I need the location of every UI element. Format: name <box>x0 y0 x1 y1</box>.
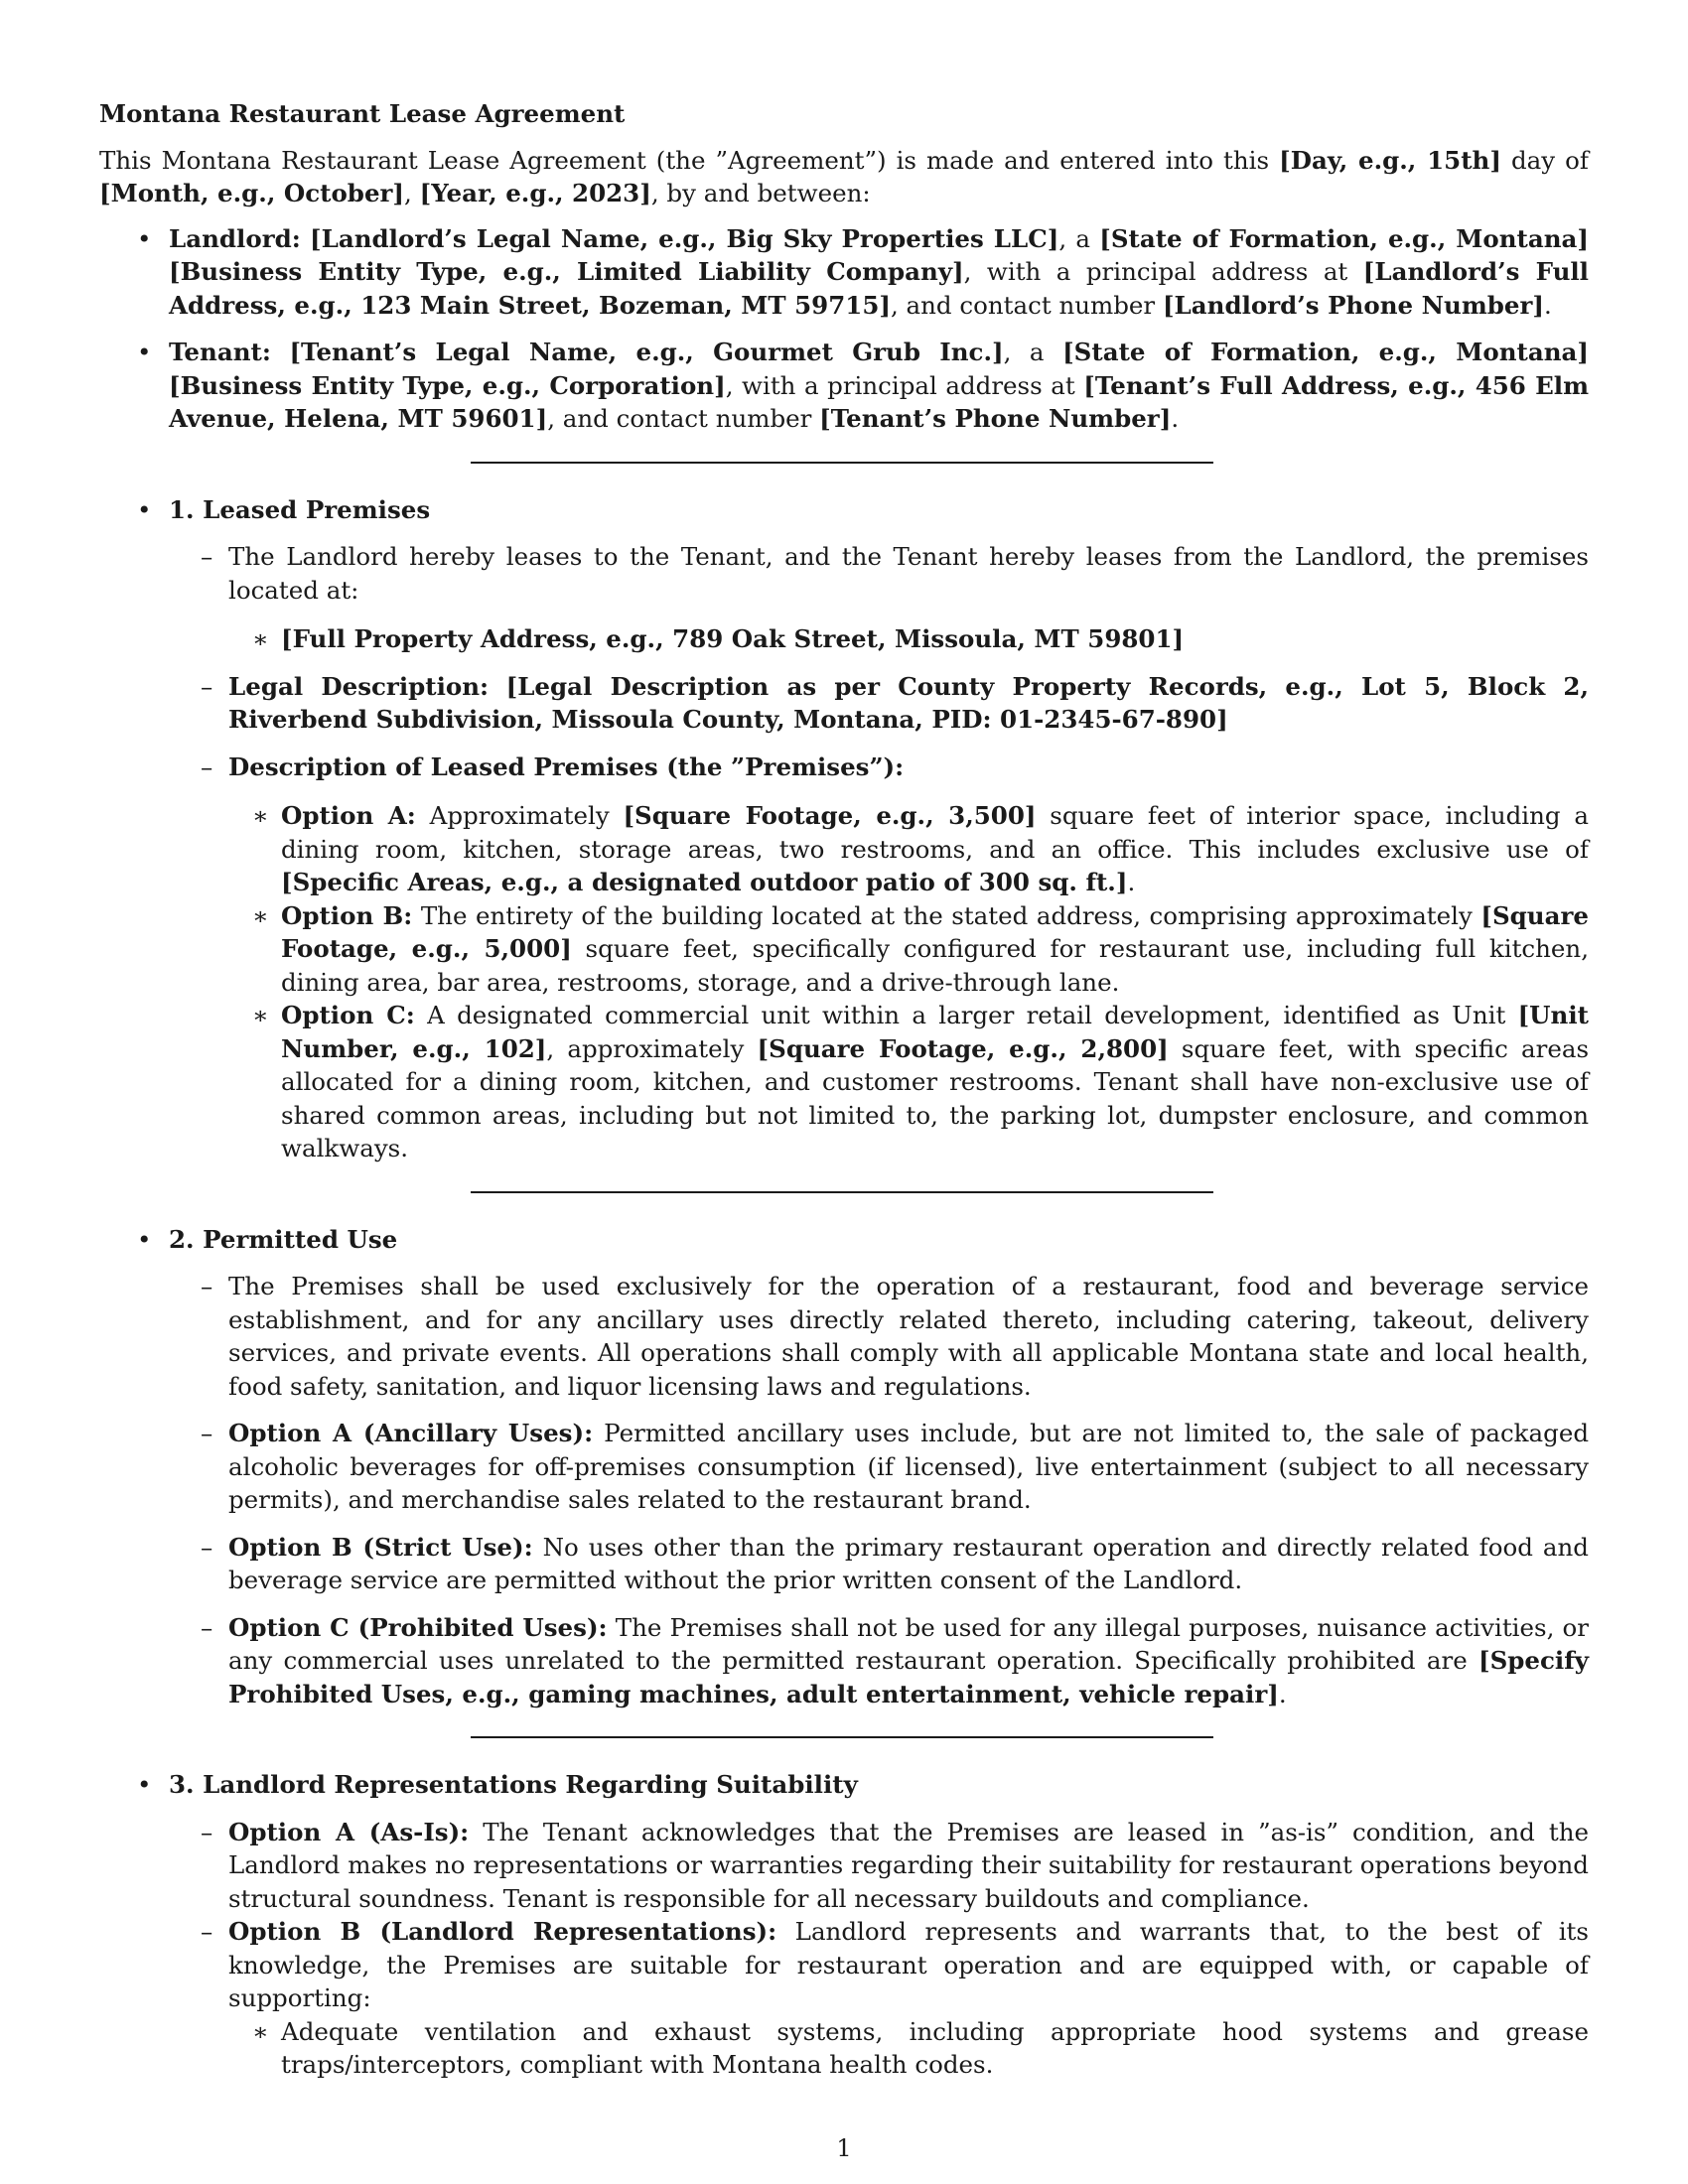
premises-option-a <box>228 799 1589 899</box>
party-text: , a <box>1003 338 1063 366</box>
section-divider <box>471 462 1213 464</box>
permitted-use-clause <box>169 1270 1589 1403</box>
section-3-title: 3. Landlord Representations Regarding Suitability <box>169 1770 858 1799</box>
intro-paragraph <box>99 144 1589 210</box>
party-text: , with a principal address at <box>963 257 1363 286</box>
option-text: square feet of interior space, including a dining room, kitchen, storage areas, two restrooms, and an office. This includes exclusive use of <box>281 801 1589 864</box>
prohibited-uses-placeholder: [Specify Prohibited Uses, e.g., gaming machines, adult entertainment, vehicle repair] <box>228 1646 1589 1708</box>
landlord-representations-option <box>169 1915 1589 2082</box>
option-label: Option A (Ancillary Uses): <box>228 1419 594 1447</box>
option-label: Option C: <box>281 1001 415 1029</box>
clause-text: The Premises shall be used exclusively for the operation of a restaurant, food and beverage service establishment, and for any ancillary uses directly related thereto, including catering, takeout, delivery services, and private events. All operations shall comply with all applicable Montana state and local health, food safety, sanitation, and liquor licensing laws and regulations. <box>228 1272 1589 1401</box>
option-text: . <box>1278 1679 1287 1708</box>
document-page <box>99 97 1589 2096</box>
square-footage-placeholder: [Square Footage, e.g., 2,800] <box>757 1033 1169 1063</box>
landlord-entity-placeholder: [Business Entity Type, e.g., Limited Liability Company] <box>169 257 964 286</box>
intro-text: , by and between: <box>650 179 871 207</box>
specific-areas-placeholder: [Specific Areas, e.g., a designated outdoor patio of 300 sq. ft.] <box>281 868 1128 896</box>
square-footage-placeholder: [Square Footage, e.g., 3,500] <box>623 801 1037 830</box>
premises-options <box>228 799 1589 1165</box>
option-label: Option B (Strict Use): <box>228 1532 533 1562</box>
tenant-name-placeholder: [Tenant’s Legal Name, e.g., Gourmet Grub Inc.] <box>289 338 1004 366</box>
representations-list <box>228 2015 1589 2082</box>
tenant-party <box>99 336 1589 436</box>
option-text: No uses other than the primary restaurant operation and directly related food and beverage service are permitted without the prior written consent of the Landlord. <box>228 1532 1589 1594</box>
section-1-item <box>99 493 1589 1165</box>
section-divider <box>471 1191 1213 1193</box>
tenant-state-placeholder: [State of Formation, e.g., Montana] <box>1062 338 1589 366</box>
section-1-clauses <box>169 540 1589 1165</box>
option-label: Option C (Prohibited Uses): <box>228 1612 608 1642</box>
document-title: Montana Restaurant Lease Agreement <box>99 99 626 128</box>
ancillary-uses-option <box>169 1417 1589 1517</box>
address-item <box>228 622 1589 656</box>
option-text: Approximately <box>415 801 624 830</box>
property-address-placeholder: [Full Property Address, e.g., 789 Oak Street, Missoula, MT 59801] <box>281 624 1185 653</box>
party-text: , and contact number <box>890 290 1163 320</box>
intro-text: , <box>404 179 420 207</box>
as-is-option <box>169 1816 1589 1916</box>
address-list <box>228 622 1589 656</box>
ventilation-item <box>228 2015 1589 2082</box>
party-text: , with a principal address at <box>725 370 1084 400</box>
intro-text: This Montana Restaurant Lease Agreement (the ”Agreement”) is made and entered into this <box>99 145 1280 175</box>
section-1-title: 1. Leased Premises <box>169 494 431 524</box>
parties-list <box>99 222 1589 436</box>
section-2-title: 2. Permitted Use <box>169 1224 398 1254</box>
section-2-item <box>99 1223 1589 1711</box>
premises-description-label: Description of Leased Premises (the ”Premises”): <box>228 751 905 781</box>
strict-use-option <box>169 1531 1589 1597</box>
section-1 <box>99 493 1589 1165</box>
option-text: A designated commercial unit within a larger retail development, identified as Unit <box>414 1001 1518 1029</box>
intro-text: day of <box>1500 145 1589 175</box>
option-text: The Tenant acknowledges that the Premises are leased in ”as-is” condition, and the Landlord makes no representations or warranties regarding their suitability for restaurant operations beyond structural soundness. Tenant is responsible for all necessary buildouts and compliance. <box>228 1817 1589 1913</box>
section-3-item <box>99 1768 1589 2082</box>
section-divider <box>471 1736 1213 1738</box>
lease-clause <box>169 540 1589 656</box>
tenant-phone-placeholder: [Tenant’s Phone Number] <box>819 404 1172 433</box>
option-label: Option A: <box>281 801 416 830</box>
lease-text: The Landlord hereby leases to the Tenant, and the Tenant hereby leases from the Landlord, the premises located at: <box>228 542 1589 605</box>
option-text: , approximately <box>546 1033 758 1063</box>
tenant-address-placeholder: [Tenant’s Full Address, e.g., 456 Elm Avenue, Helena, MT 59601] <box>169 370 1590 433</box>
prohibited-uses-option <box>169 1611 1589 1711</box>
option-text: square feet, with specific areas allocated for a dining room, kitchen, and customer restrooms. Tenant shall have non-exclusive use of shared common areas, including but not limited to, the parking lot, dumpster enclosure, and common walkways. <box>281 1033 1590 1162</box>
option-text: The entirety of the building located at the stated address, comprising approximately <box>412 900 1481 930</box>
legal-description-clause <box>169 670 1589 737</box>
option-text: . <box>1127 868 1136 896</box>
landlord-party <box>99 222 1589 323</box>
landlord-label: Landlord: <box>169 223 301 253</box>
tenant-label: Tenant: <box>169 338 271 366</box>
landlord-name-placeholder: [Landlord’s Legal Name, e.g., Big Sky Properties LLC] <box>310 223 1059 253</box>
page-number: 1 <box>836 2134 852 2162</box>
option-label: Option B: <box>281 900 413 930</box>
option-label: Option A (As-Is): <box>228 1817 470 1846</box>
day-placeholder: [Day, e.g., 15th] <box>1279 145 1501 175</box>
option-text: The Premises shall not be used for any illegal purposes, nuisance activities, or any commercial uses unrelated to the permitted restaurant operation. Specifically prohibited are <box>228 1612 1590 1675</box>
section-2-clauses <box>169 1270 1589 1710</box>
premises-option-b <box>228 899 1589 1000</box>
legal-description-label: Legal Description: <box>228 671 490 701</box>
option-label: Option B (Landlord Representations): <box>228 1917 777 1946</box>
party-text: , and contact number <box>547 404 820 433</box>
option-text: square feet, specifically configured for restaurant use, including full kitchen, dining area, bar area, restrooms, storage, and a drive-through lane. <box>281 934 1590 997</box>
party-text: . <box>1171 404 1180 433</box>
year-placeholder: [Year, e.g., 2023] <box>419 179 651 207</box>
landlord-phone-placeholder: [Landlord’s Phone Number] <box>1162 290 1544 320</box>
landlord-state-placeholder: [State of Formation, e.g., Montana] <box>1099 223 1589 253</box>
unit-number-placeholder: [Unit Number, e.g., 102] <box>281 1001 1589 1063</box>
legal-description-placeholder: [Legal Description as per County Property Records, e.g., Lot 5, Block 2, Riverbend Subdivision, Missoula County, Montana, PID: 01-2345-67-890] <box>228 671 1590 734</box>
premises-description-clause <box>169 751 1589 1165</box>
party-text: . <box>1543 290 1552 320</box>
premises-option-c <box>228 999 1589 1165</box>
square-footage-placeholder: [Square Footage, e.g., 5,000] <box>281 900 1589 963</box>
section-3-clauses <box>169 1816 1589 2082</box>
landlord-address-placeholder: [Landlord’s Full Address, e.g., 123 Main Street, Bozeman, MT 59715] <box>169 257 1589 320</box>
option-text: Permitted ancillary uses include, but are not limited to, the sale of packaged alcoholic beverages for off-premises consumption (if licensed), live entertainment (subject to all necessary permits), and merchandise sales related to the restaurant brand. <box>228 1419 1589 1514</box>
section-2 <box>99 1223 1589 1711</box>
tenant-entity-placeholder: [Business Entity Type, e.g., Corporation] <box>169 370 726 400</box>
month-placeholder: [Month, e.g., October] <box>99 179 405 207</box>
section-3 <box>99 1768 1589 2082</box>
option-text: Landlord represents and warrants that, to the best of its knowledge, the Premises are suitable for restaurant operation and are equipped with, or capable of supporting: <box>228 1917 1589 2012</box>
item-text: Adequate ventilation and exhaust systems, including appropriate hood systems and grease traps/interceptors, compliant with Montana health codes. <box>281 2016 1589 2079</box>
party-text: , a <box>1058 223 1100 253</box>
